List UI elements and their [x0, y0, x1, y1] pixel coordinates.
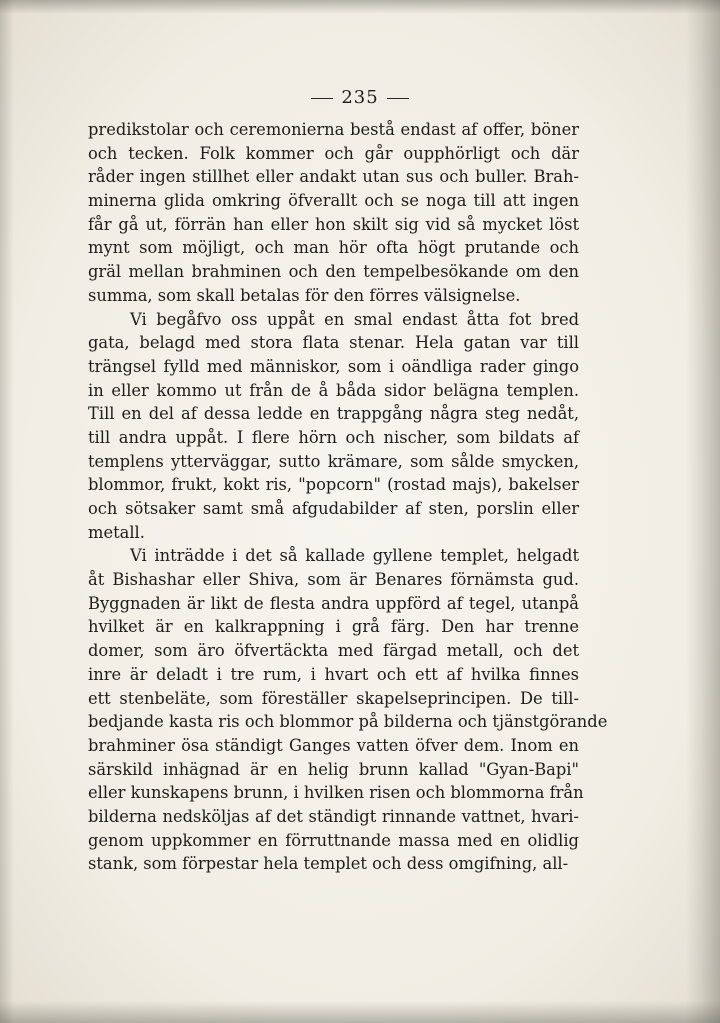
text-line: mynt som möjligt, och man hör ofta högt prutande och	[88, 238, 579, 258]
page-number: 235	[341, 87, 379, 108]
text-line: bilderna nedsköljas af det ständigt rinnande vattnet, hvari-	[88, 806, 579, 826]
text-line: domer, som äro öfvertäckta med färgad metall, och det	[88, 641, 579, 661]
text-line: bedjande kasta ris och blommor på bilderna och tjänstgörande	[88, 712, 608, 732]
text-line: och tecken. Folk kommer och går oupphörligt och där	[88, 143, 579, 163]
text-line: summa, som skall betalas för den förres välsignelse.	[88, 285, 521, 305]
page-header	[0, 87, 720, 108]
header-dash-left	[311, 98, 333, 99]
text-line: inre är deladt i tre rum, i hvart och ett af hvilka finnes	[88, 664, 579, 684]
paragraph	[88, 544, 608, 876]
text-line: trängsel fylld med människor, som i oändliga rader gingo	[88, 356, 579, 376]
text-line: brahminer ösa ständigt Ganges vatten öfver dem. Inom en	[88, 735, 579, 755]
text-line: templens ytterväggar, sutto krämare, som sålde smycken,	[88, 451, 579, 471]
text-line: ett stenbeläte, som föreställer skapelseprincipen. De till-	[88, 688, 579, 708]
text-line: Vi inträdde i det så kallade gyllene templet, helgadt	[130, 546, 579, 566]
scan-edge-top	[0, 0, 720, 14]
text-line: särskild inhägnad är en helig brunn kallad "Gyan-Bapi"	[88, 759, 579, 779]
scan-edge-right	[686, 0, 720, 1023]
text-line: stank, som förpestar hela templet och dess omgifning, all-	[88, 854, 569, 874]
text-line: Till en del af dessa ledde en trappgång några steg nedåt,	[88, 404, 579, 424]
text-line: och sötsaker samt små afgudabilder af sten, porslin eller	[88, 499, 579, 518]
scan-edge-left	[0, 0, 14, 1023]
paragraph	[88, 308, 579, 545]
text-line: minerna glida omkring öfverallt och se noga till att ingen	[88, 191, 579, 211]
text-line: gata, belagd med stora flata stenar. Hela gatan var till	[88, 333, 579, 353]
text-line: eller kunskapens brunn, i hvilken risen och blommorna från	[88, 783, 584, 803]
text-line: predikstolar och ceremonierna bestå endast af offer, böner	[88, 120, 579, 139]
text-line: metall.	[88, 522, 145, 542]
text-line: till andra uppåt. I flere hörn och nischer, som bildats af	[88, 427, 579, 447]
body-text	[88, 118, 608, 876]
text-line: Byggnaden är likt de flesta andra uppförd af tegel, utanpå	[88, 593, 579, 613]
text-line: hvilket är en kalkrappning i grå färg. Den har trenne	[88, 617, 579, 637]
text-line: får gå ut, förrän han eller hon skilt sig vid så mycket löst	[88, 214, 579, 234]
scan-edge-bottom	[0, 1001, 720, 1023]
header-dash-right	[387, 98, 409, 99]
text-line: Vi begåfvo oss uppåt en smal endast åtta fot bred	[130, 309, 579, 329]
text-line: genom uppkommer en förruttnande massa med en olidlig	[88, 830, 579, 850]
text-line: blommor, frukt, kokt ris, "popcorn" (rostad majs), bakelser	[88, 475, 579, 495]
text-line: råder ingen stillhet eller andakt utan sus och buller. Brah-	[88, 167, 579, 187]
text-line: åt Bishashar eller Shiva, som är Benares förnämsta gud.	[88, 570, 579, 590]
paragraph	[88, 118, 579, 308]
text-line: in eller kommo ut från de å båda sidor belägna templen.	[88, 380, 579, 400]
text-line: gräl mellan brahminen och den tempelbesökande om den	[88, 262, 579, 282]
